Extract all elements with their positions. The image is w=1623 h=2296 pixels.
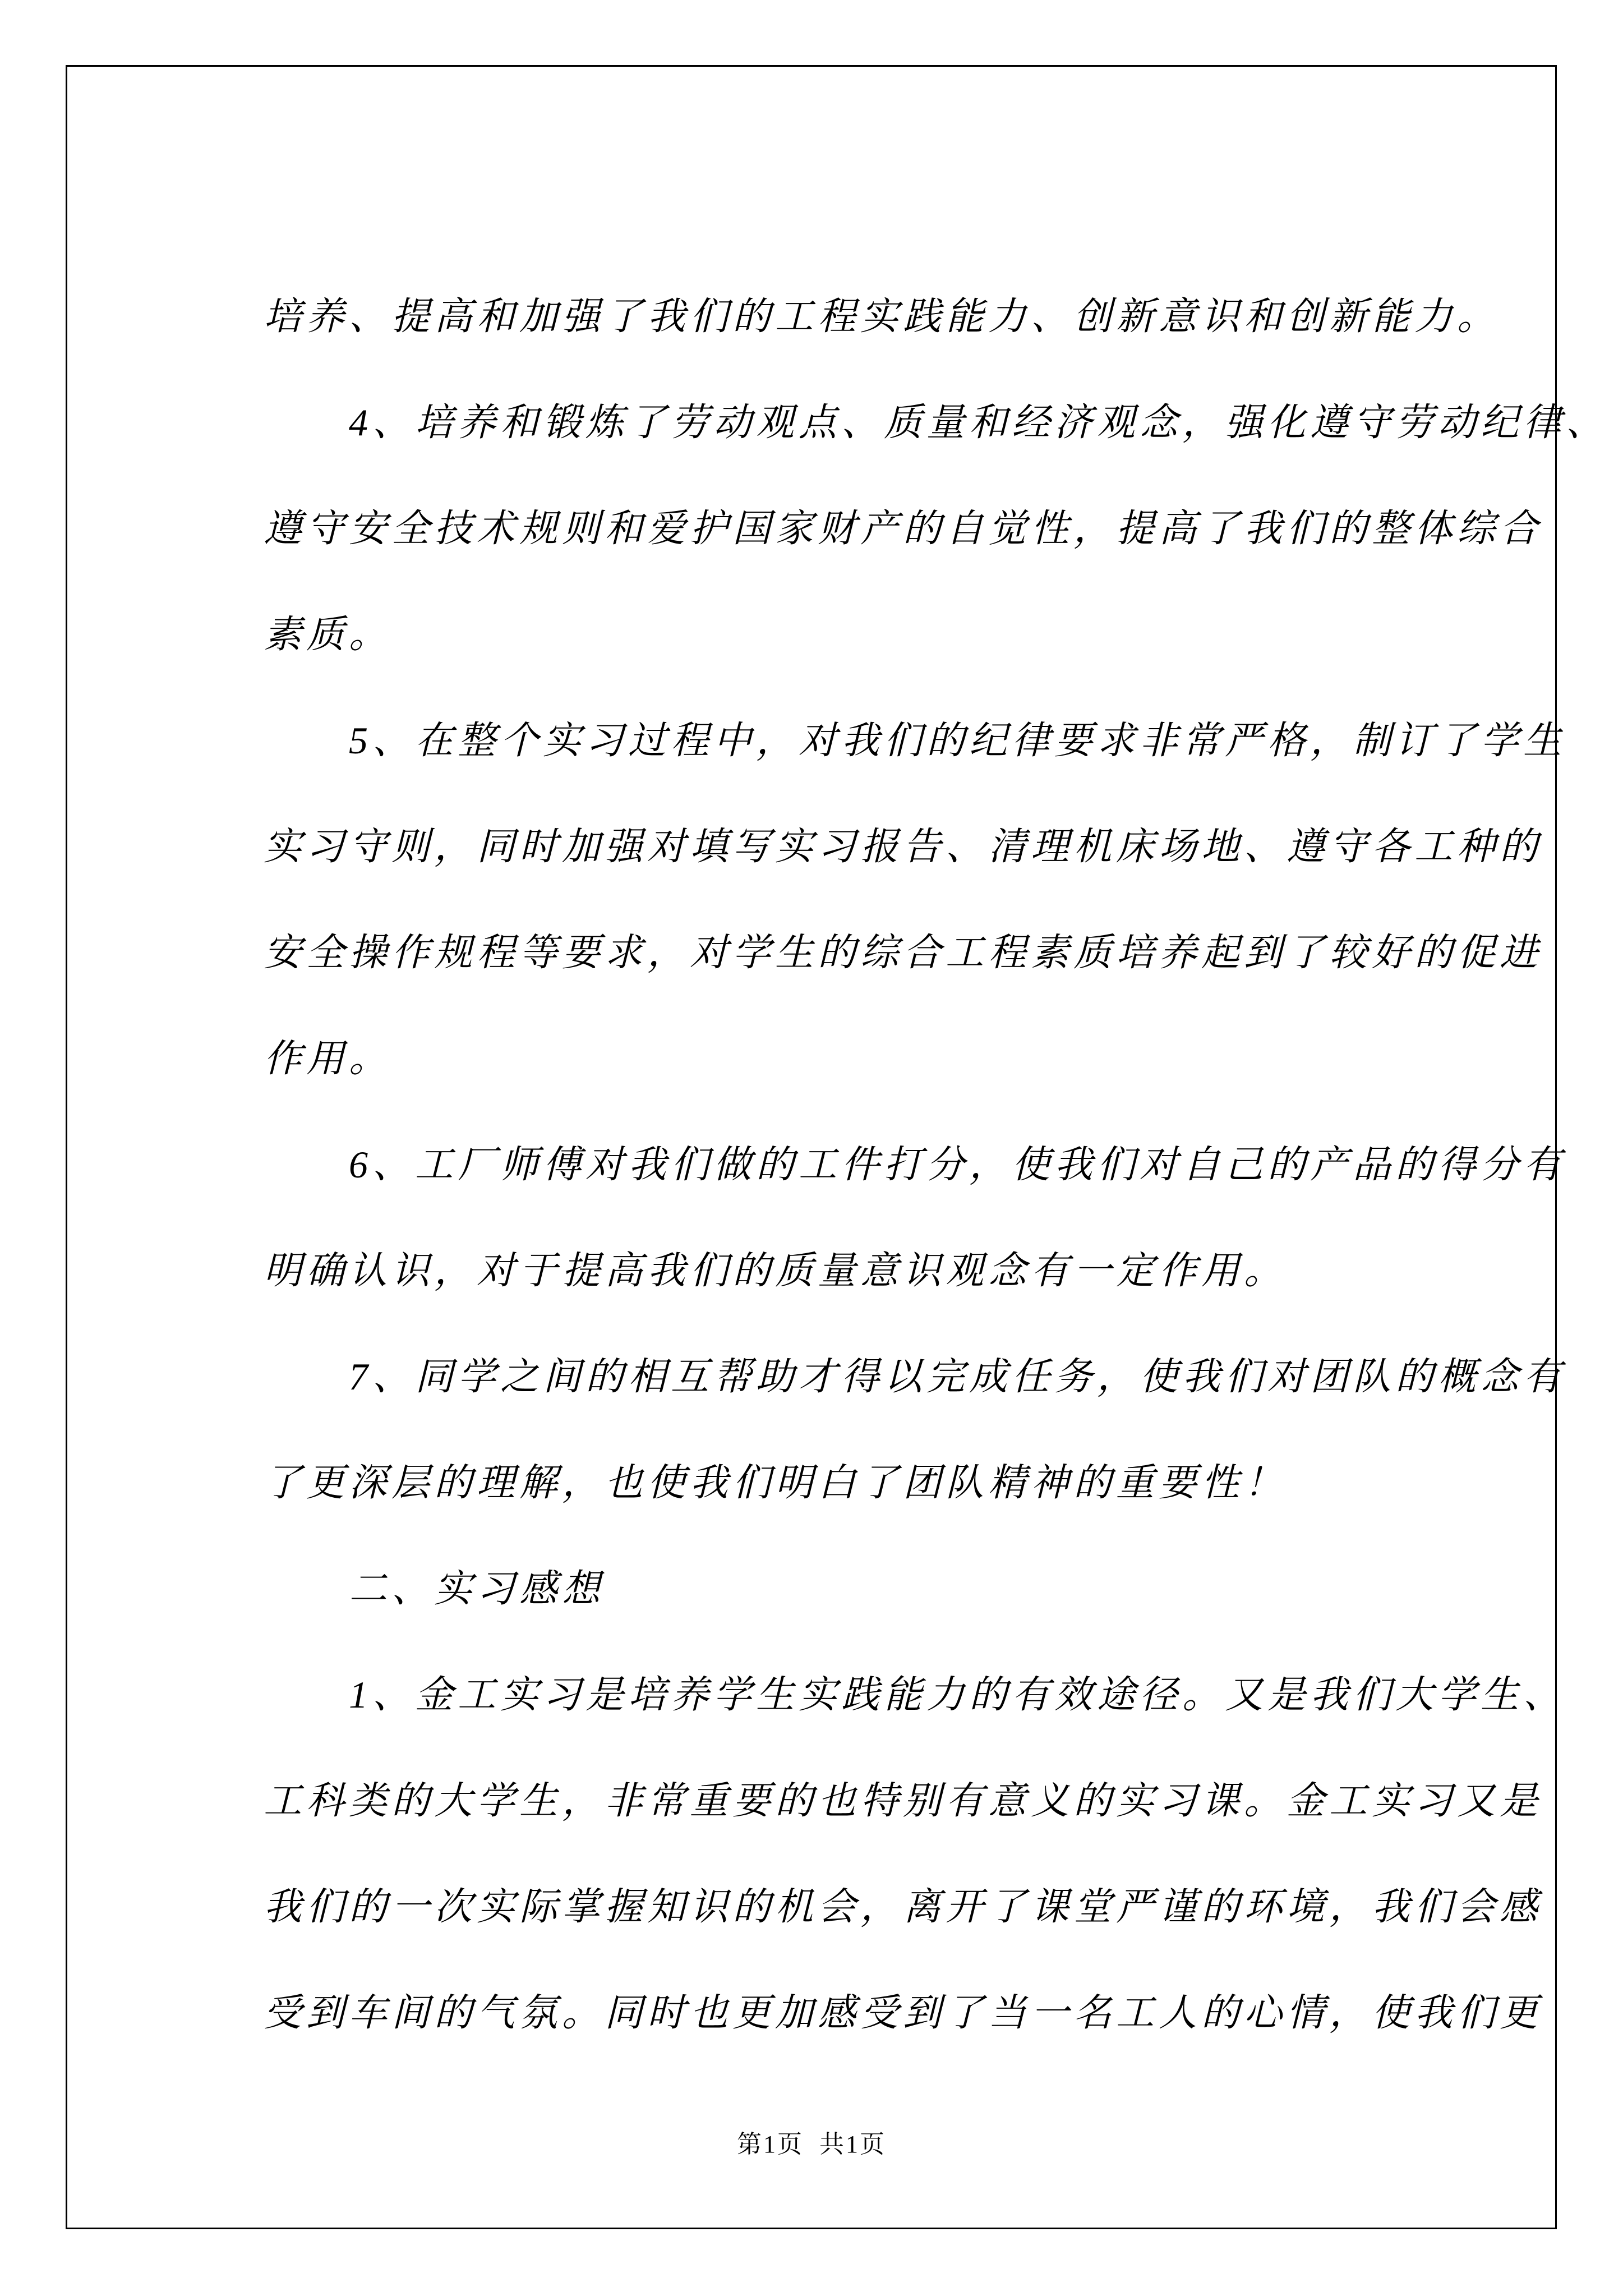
text-line: 遵守安全技术规则和爱护国家财产的自觉性，提高了我们的整体综合 [264,507,1543,550]
text-line: 工科类的大学生，非常重要的也特别有意义的实习课。金工实习又是 [264,1779,1543,1822]
document-body [264,264,1609,2066]
page-border-frame [66,65,1609,2229]
page-footer: 第1页 共1页 [737,2131,886,2158]
text-line: 明确认识，对于提高我们的质量意识观念有一定作用。 [264,1249,1287,1292]
text-line: 二、实习感想 [349,1567,605,1610]
text-line: 6、工厂师傅对我们做的工件打分，使我们对自己的产品的得分有 [349,1143,1566,1186]
text-line: 安全操作规程等要求，对学生的综合工程素质培养起到了较好的促进 [264,931,1543,974]
text-line: 7、同学之间的相互帮助才得以完成任务，使我们对团队的概念有 [349,1355,1566,1398]
text-line: 我们的一次实际掌握知识的机会，离开了课堂严谨的环境，我们会感 [264,1885,1543,1928]
text-line: 作用。 [264,1037,392,1080]
text-line: 1、金工实习是培养学生实践能力的有效途径。又是我们大学生、 [349,1673,1566,1716]
text-line: 受到车间的气氛。同时也更加感受到了当一名工人的心情，使我们更 [264,1991,1543,2034]
text-line: 了更深层的理解，也使我们明白了团队精神的重要性！ [264,1461,1287,1504]
text-line: 4、培养和锻炼了劳动观点、质量和经济观念，强化遵守劳动纪律、 [349,401,1609,444]
text-line: 素质。 [264,613,392,656]
text-line: 实习守则，同时加强对填写实习报告、清理机床场地、遵守各工种的 [264,825,1543,868]
text-line: 培养、提高和加强了我们的工程实践能力、创新意识和创新能力。 [264,295,1500,338]
text-line: 5、在整个实习过程中，对我们的纪律要求非常严格，制订了学生 [349,719,1566,762]
